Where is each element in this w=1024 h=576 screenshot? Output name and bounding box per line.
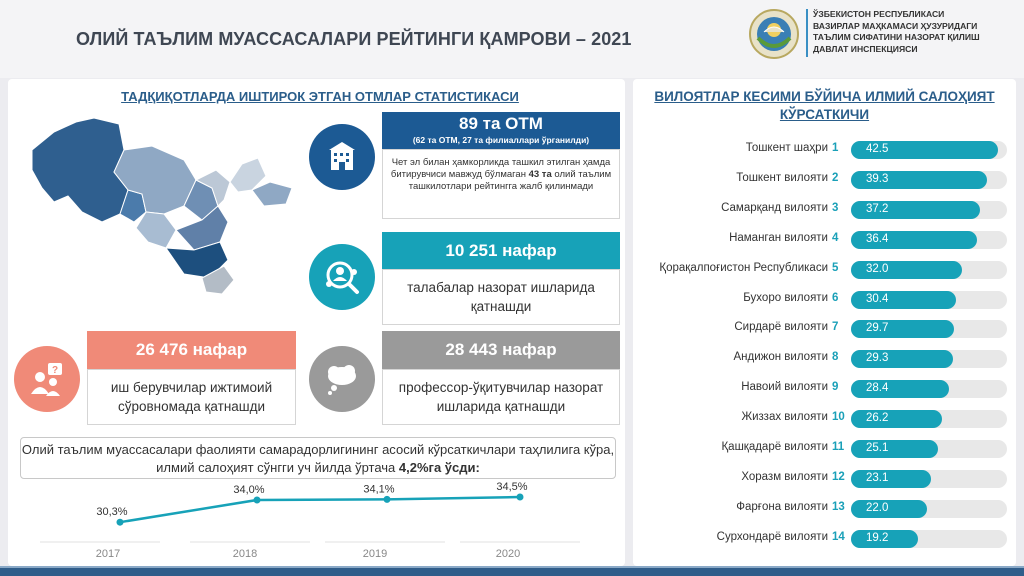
- bar-value-label: 25.1: [866, 442, 889, 454]
- bar-row: [640, 438, 1010, 460]
- bar-row: [640, 498, 1010, 520]
- footer-bar: [0, 566, 1024, 576]
- thought-cloud-icon: [323, 360, 361, 398]
- bar-rank-label: 8: [832, 351, 839, 364]
- bar-category-label: Хоразм вилояти: [741, 470, 828, 483]
- bar-category-label: Фарғона вилояти: [736, 500, 828, 513]
- employers-circle: [14, 346, 80, 412]
- otm-description: [382, 149, 620, 219]
- bar-rank-label: 6: [832, 291, 839, 304]
- state-emblem-icon: [748, 8, 800, 60]
- map-region-bukhara: [136, 212, 176, 248]
- bar-category-label: Сирдарё вилояти: [734, 321, 828, 334]
- bar-row: [640, 408, 1010, 430]
- org-line-1: ЎЗБЕКИСТОН РЕСПУБЛИКАСИ: [813, 9, 945, 19]
- bar-value-label: 39.3: [866, 172, 889, 185]
- org-divider: [806, 9, 808, 57]
- survey-people-icon: [28, 360, 66, 398]
- organization-name: [813, 9, 1013, 55]
- bar-category-label: Андижон вилояти: [733, 351, 828, 364]
- bar-rank-label: 11: [832, 441, 845, 453]
- growth-summary: [20, 437, 616, 479]
- potential-line-chart: [20, 482, 616, 564]
- bar-category-label: Самарқанд вилояти: [721, 201, 828, 214]
- bar-row: [640, 378, 1010, 400]
- bar-value-label: 23.1: [866, 471, 889, 484]
- bar-rank-label: 5: [832, 261, 839, 274]
- otm-desc-part1: Чет эл билан ҳамкорликда ташкил этилган ҳамда битирувчиси мавжуд бўлмаган: [390, 157, 611, 180]
- bar-rank-label: 10: [832, 411, 845, 424]
- bar-value-label: 32.0: [866, 262, 889, 275]
- svg-text:?: ?: [51, 365, 59, 376]
- map-region-fergana-valley: [252, 182, 292, 206]
- x-tick-label: 2020: [495, 548, 521, 560]
- bar-value-label: 37.2: [866, 202, 889, 215]
- bar: [851, 500, 927, 518]
- university-circle: [309, 124, 375, 190]
- bar-value-label: 19.2: [866, 531, 889, 544]
- bar-row: [640, 289, 1010, 311]
- bar-rank-label: 1: [832, 142, 839, 154]
- x-tick-label: 2019: [362, 548, 388, 560]
- otm-desc-bold: 43 та: [528, 169, 552, 180]
- line-value-label: 34,1%: [363, 483, 395, 496]
- bar-row: [640, 468, 1010, 490]
- bar-value-label: 26.2: [866, 412, 889, 425]
- bar-value-label: 29.3: [866, 352, 889, 365]
- bar-value-label: 36.4: [866, 232, 889, 245]
- bar-category-label: Бухоро вилояти: [743, 291, 828, 304]
- line-point: [517, 494, 524, 501]
- bar-rank-label: 14: [832, 530, 845, 543]
- bar-rank-label: 2: [832, 171, 839, 184]
- professors-circle: [309, 346, 375, 412]
- otm-desc-part2: олий таълим ташкилотлари рейтингга жалб қилинмади: [408, 169, 612, 192]
- bar-value-label: 30.4: [866, 292, 889, 305]
- bar-category-label: Тошкент шаҳри: [745, 142, 828, 154]
- bar-rank-label: 4: [832, 231, 839, 244]
- employers-stat-card: [87, 331, 296, 425]
- line-point: [254, 497, 261, 504]
- line-point: [384, 496, 391, 503]
- x-tick-label: 2017: [95, 548, 121, 560]
- org-line-4: ДАВЛАТ ИНСПЕКЦИЯСИ: [813, 43, 918, 54]
- line-point: [117, 519, 124, 526]
- page-title: ОЛИЙ ТАЪЛИМ МУАССАСАЛАРИ РЕЙТИНГИ ҚАМРОВИ – 2021: [76, 29, 632, 49]
- students-circle: [309, 244, 375, 310]
- professors-description: профессор-ўқитувчилар назорат ишларида қатнашди: [382, 369, 620, 425]
- summary-bold: 4,2%га ўсди:: [398, 460, 480, 475]
- students-description: талабалар назорат ишларида қатнашди: [382, 269, 620, 325]
- org-line-3: ТАЪЛИМ СИФАТИНИ НАЗОРАТ ҚИЛИШ: [813, 32, 980, 42]
- students-stat-card: [382, 232, 620, 325]
- bar-category-label: Жиззах вилояти: [741, 411, 828, 424]
- bar-category-label: Тошкент вилояти: [736, 171, 828, 184]
- bar-row: [640, 139, 1010, 161]
- bar-rank-label: 9: [832, 381, 839, 394]
- bar: [851, 410, 942, 428]
- bar-category-label: Сурхондарё вилояти: [716, 530, 828, 543]
- line-value-label: 34,5%: [496, 482, 528, 493]
- uzbekistan-map: [24, 110, 299, 300]
- bar-row: [640, 199, 1010, 221]
- professors-stat-card: [382, 331, 620, 425]
- university-icon: [323, 138, 361, 176]
- bar-row: [640, 348, 1010, 370]
- bar-row: [640, 528, 1010, 550]
- bar-rank-label: 3: [832, 201, 839, 214]
- bar-row: [640, 169, 1010, 191]
- bar-value-label: 42.5: [866, 143, 889, 155]
- bar: [851, 440, 938, 458]
- line-value-label: 34,0%: [233, 484, 265, 496]
- bar-category-label: Навоий вилояти: [741, 381, 828, 394]
- students-count: 10 251 нафар: [382, 232, 620, 269]
- bar-value-label: 29.7: [866, 322, 889, 335]
- otm-subtitle: (62 та ОТМ, 27 та филиаллари ўрганилди): [412, 135, 590, 145]
- bar: [851, 470, 931, 488]
- summary-text: Олий таълим муассасалари фаолияти самарадорлигининг асосий кўрсаткичлари таҳлилига кўра, илмий салоҳият сўнгги уч йилда ўртача: [21, 442, 615, 475]
- bar-row: [640, 318, 1010, 340]
- header: [0, 0, 1024, 78]
- bar-rank-label: 13: [832, 500, 845, 513]
- bar-row: [640, 259, 1010, 281]
- bar-rank-label: 12: [832, 470, 845, 483]
- otm-stat-card: [382, 112, 620, 219]
- regions-chart-title: ВИЛОЯТЛАР КЕСИМИ БЎЙИЧА ИЛМИЙ САЛОҲИЯТ КЎРСАТКИЧИ: [654, 89, 995, 122]
- org-line-2: ВАЗИРЛАР МАҲКАМАСИ ҲУЗУРИДАГИ: [813, 20, 978, 31]
- bar-category-label: Қорақалпоғистон Республикаси: [659, 261, 828, 274]
- potential-line: [120, 497, 520, 522]
- x-tick-label: 2018: [232, 548, 258, 560]
- otm-count: 89 та ОТМ: [459, 114, 543, 133]
- bar-row: [640, 229, 1010, 251]
- statistics-section-title: ТАДҚИҚОТЛАРДА ИШТИРОК ЭТГАН ОТМЛАР СТАТИСТИКАСИ: [121, 89, 519, 104]
- employers-count: 26 476 нафар: [87, 331, 296, 369]
- line-value-label: 30,3%: [96, 506, 128, 519]
- map-region-karakalpakstan: [32, 118, 128, 222]
- bar-category-label: Қашқадарё вилояти: [721, 441, 828, 453]
- bar-value-label: 28.4: [866, 382, 889, 395]
- bar-value-label: 22.0: [866, 501, 889, 514]
- bar-rank-label: 7: [832, 321, 839, 334]
- employers-description: иш берувчилар ижтимоий сўровномада қатнашди: [87, 369, 296, 425]
- professors-count: 28 443 нафар: [382, 331, 620, 369]
- bar-category-label: Наманган вилояти: [729, 231, 828, 244]
- group-search-icon: [323, 258, 361, 296]
